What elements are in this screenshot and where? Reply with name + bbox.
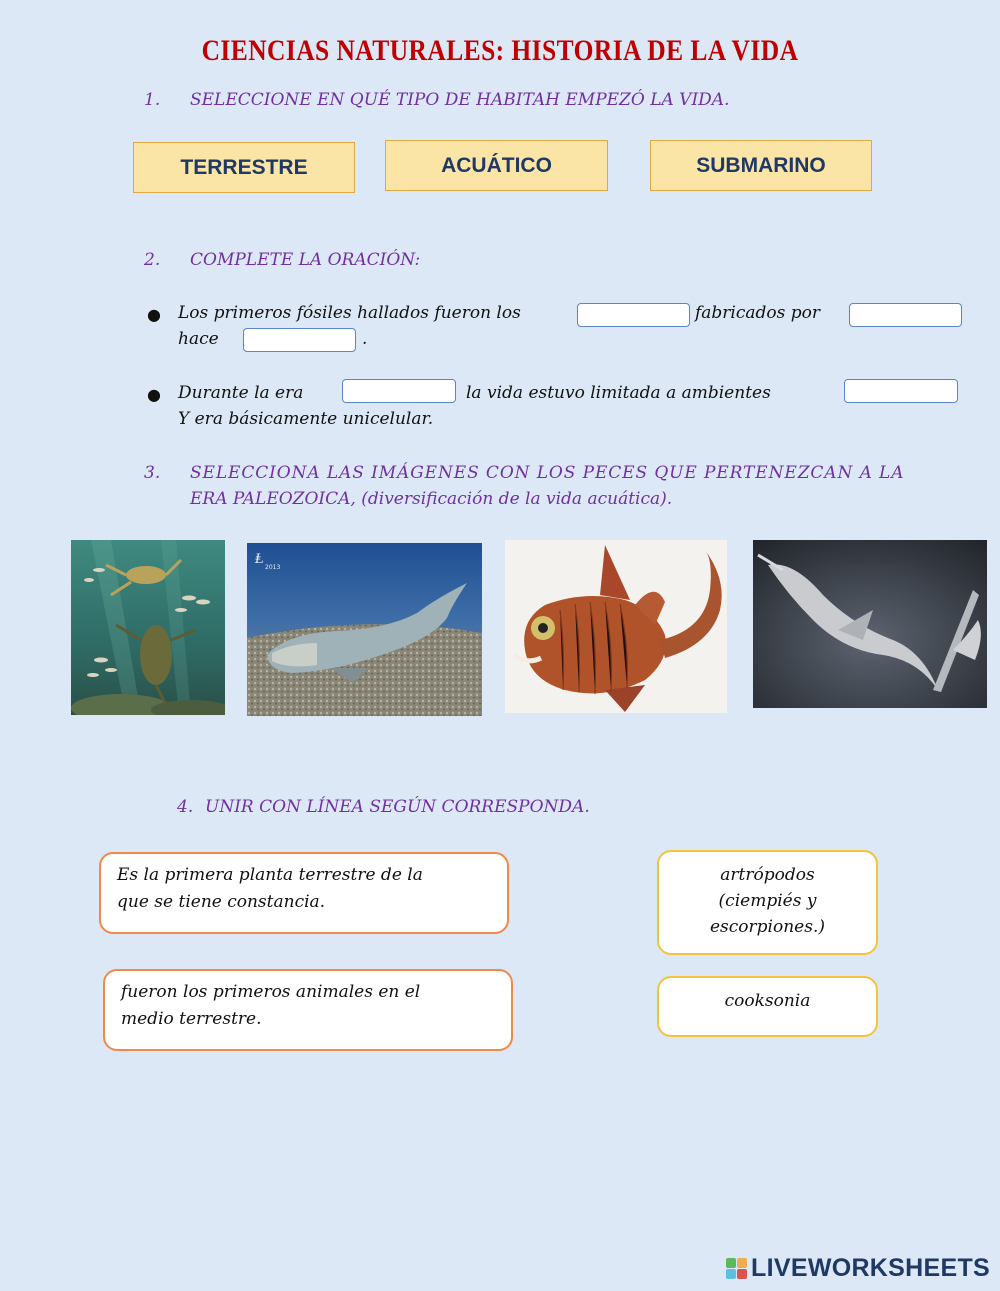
question-text: COMPLETE LA ORACIÓN: bbox=[190, 250, 421, 270]
match-right-box-1[interactable] bbox=[657, 850, 878, 955]
question-3 bbox=[144, 463, 904, 515]
image-red-finned-fish[interactable] bbox=[505, 540, 727, 713]
image-sea-scorpion-scene[interactable] bbox=[71, 540, 225, 715]
blank-input-2[interactable] bbox=[849, 303, 962, 327]
image-sawfish-pair[interactable] bbox=[753, 540, 987, 708]
match-right-text-1c: escorpiones.) bbox=[710, 917, 825, 937]
match-right-text-1b: (ciempiés y bbox=[718, 891, 817, 911]
question-text: UNIR CON LÍNEA SEGÚN CORRESPONDA. bbox=[205, 797, 590, 817]
sentence-2-part-c: Y era básicamente unicelular. bbox=[178, 409, 434, 429]
option-acuatico-button[interactable]: ACUÁTICO bbox=[385, 140, 608, 191]
question-4 bbox=[177, 797, 677, 821]
sentence-2-part-b: la vida estuvo limitada a ambientes bbox=[466, 383, 771, 403]
sentence-1-part-a: Los primeros fósiles hallados fueron los bbox=[178, 303, 521, 323]
option-terrestre-button[interactable]: TERRESTRE bbox=[133, 142, 355, 193]
liveworksheets-logo bbox=[726, 1254, 990, 1283]
question-number: 3. bbox=[144, 463, 161, 483]
match-right-text-1a: artrópodos bbox=[720, 865, 815, 885]
bullet-icon: ● bbox=[147, 305, 161, 324]
match-right-box-2[interactable] bbox=[657, 976, 878, 1037]
brand-name: LIVEWORKSHEETS bbox=[751, 1254, 990, 1282]
match-left-text-1a: Es la primera planta terrestre de la bbox=[117, 865, 423, 885]
image-signature-mark: Ⱡ bbox=[255, 552, 264, 567]
sentence-1-part-d: . bbox=[362, 329, 368, 349]
question-number: 1. bbox=[144, 90, 161, 110]
question-text: SELECCIONE EN QUÉ TIPO DE HABITAH EMPEZÓ LA VIDA. bbox=[190, 90, 730, 110]
sentence-1-part-b: fabricados por bbox=[695, 303, 821, 323]
match-left-text-2a: fueron los primeros animales en el bbox=[121, 982, 421, 1002]
question-2 bbox=[144, 250, 744, 274]
blank-input-3[interactable] bbox=[243, 328, 356, 352]
sentence-2-part-a: Durante la era bbox=[178, 383, 304, 403]
liveworksheets-icon bbox=[726, 1258, 747, 1279]
match-left-text-2b: medio terrestre. bbox=[121, 1009, 262, 1029]
match-left-text-1b: que se tiene constancia. bbox=[117, 892, 326, 912]
image-signature: 2013 bbox=[265, 564, 281, 571]
match-left-box-1[interactable] bbox=[99, 852, 509, 934]
page-title: CIENCIAS NATURALES: HISTORIA DE LA VIDA bbox=[201, 34, 799, 67]
question-number: 2. bbox=[144, 250, 161, 270]
bullet-icon: ● bbox=[147, 385, 161, 404]
match-right-text-2: cooksonia bbox=[724, 991, 811, 1011]
image-armored-fish-seafloor[interactable] bbox=[247, 543, 482, 716]
question-text-line-2: ERA PALEOZOICA, (diversificación de la vida acuática). bbox=[190, 489, 673, 509]
question-1 bbox=[144, 90, 944, 114]
question-text-line-1: SELECCIONA LAS IMÁGENES CON LOS PECES QUE PERTENEZCAN A LA bbox=[190, 463, 905, 483]
match-left-box-2[interactable] bbox=[103, 969, 513, 1051]
blank-input-4[interactable] bbox=[342, 379, 456, 403]
question-number: 4. bbox=[177, 797, 194, 817]
sentence-1-part-c: hace bbox=[178, 329, 219, 349]
blank-input-5[interactable] bbox=[844, 379, 958, 403]
option-submarino-button[interactable]: SUBMARINO bbox=[650, 140, 872, 191]
blank-input-1[interactable] bbox=[577, 303, 690, 327]
